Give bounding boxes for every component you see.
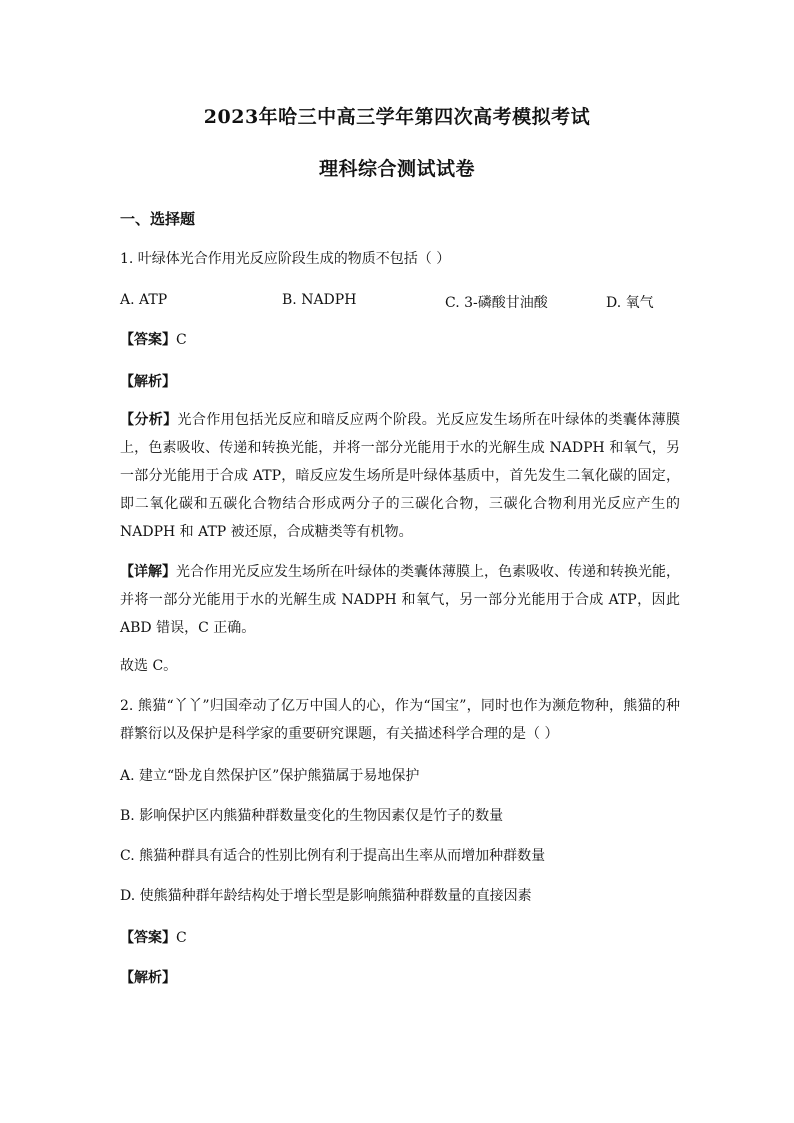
exam-title: 2023年哈三中高三学年第四次高考模拟考试 <box>203 106 591 128</box>
fenxi-tag: 【分析】 <box>120 412 178 428</box>
question-1-detail-paragraph <box>120 558 680 642</box>
question-1-stem: 1. 叶绿体光合作用光反应阶段生成的物质不包括（ ） <box>120 251 451 267</box>
exam-subtitle: 理科综合测试试卷 <box>318 158 475 180</box>
question-1-option-b: B. NADPH <box>282 292 357 308</box>
question-1-answer <box>120 330 187 350</box>
question-1-option-d: D. 氧气 <box>606 295 654 311</box>
question-2-answer <box>120 928 187 948</box>
analysis-tag: 【解析】 <box>120 374 176 390</box>
section-heading: 一、选择题 <box>120 210 196 228</box>
question-1-analysis-paragraph <box>120 406 680 546</box>
answer-value: C <box>176 332 187 348</box>
question-2-analysis-heading <box>120 968 176 988</box>
answer-value: C <box>176 930 187 946</box>
question-1-option-c: C. 3-磷酸甘油酸 <box>445 295 548 311</box>
answer-tag: 【答案】 <box>120 332 176 348</box>
xiangjie-tag: 【详解】 <box>120 564 176 580</box>
question-2-option-c: C. 熊猫种群具有适合的性别比例有利于提高出生率从而增加种群数量 <box>120 848 546 864</box>
answer-tag: 【答案】 <box>120 930 176 946</box>
xiangjie-text: 光合作用光反应发生场所在叶绿体的类囊体薄膜上，色素吸收、传递和转换光能，并将一部分光能用于水的光解生成 NADPH 和氧气，另一部分光能用于合成 ATP，因此 ABD 错误，C 正确。 <box>120 564 680 636</box>
question-2-option-d: D. 使熊猫种群年龄结构处于增长型是影响熊猫种群数量的直接因素 <box>120 888 532 904</box>
question-2-stem: 2. 熊猫“丫丫”归国牵动了亿万中国人的心，作为“国宝”，同时也作为濒危物种，熊猫的种群繁衍以及保护是科学家的重要研究课题，有关描述科学合理的是（ ） <box>120 698 680 742</box>
question-1-analysis-heading <box>120 372 176 392</box>
question-2-option-b: B. 影响保护区内熊猫种群数量变化的生物因素仅是竹子的数量 <box>120 808 504 824</box>
question-1-option-a: A. ATP <box>120 292 168 308</box>
fenxi-text: 光合作用包括光反应和暗反应两个阶段。光反应发生场所在叶绿体的类囊体薄膜上，色素吸收、传递和转换光能，并将一部分光能用于水的光解生成 NADPH 和氧气，另一部分光能用于合成 ATP，暗反应发生场所是叶绿体基质中，首先发生二氧化碳的固定，即二氧化碳和五碳化合物结合形成两分子的三碳化合物，三碳化合物利用光反应产生的 NADPH 和 ATP 被还原，合成糖类等有机物。 <box>120 412 681 540</box>
question-2-option-a: A. 建立“卧龙自然保护区”保护熊猫属于易地保护 <box>120 768 420 784</box>
question-1-conclusion: 故选 C。 <box>120 658 178 674</box>
analysis-tag: 【解析】 <box>120 970 176 986</box>
